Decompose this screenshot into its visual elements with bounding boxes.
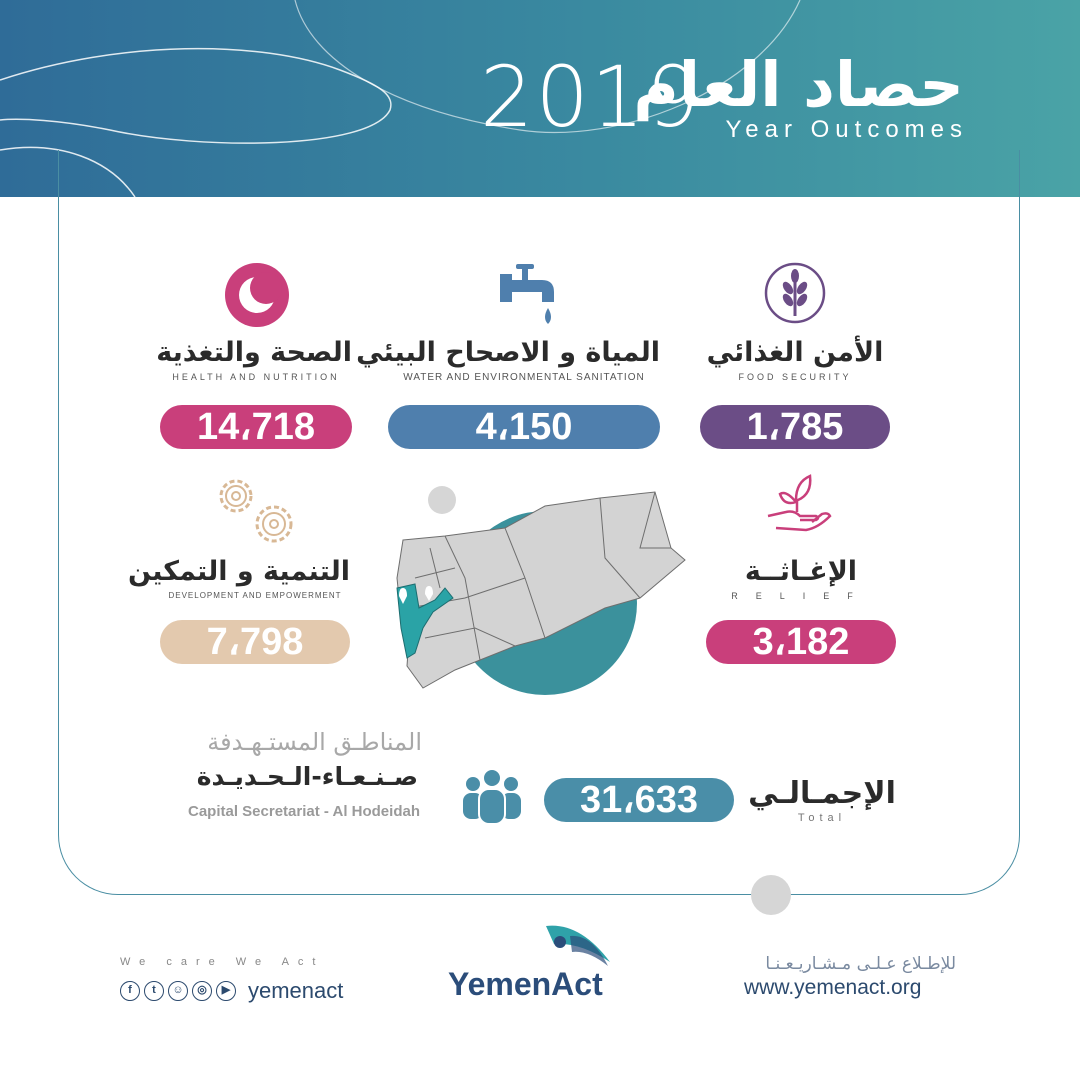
target-areas-label: المناطـق المستـهـدفة	[207, 728, 422, 756]
target-areas-ar: صـنـعـاء-الـحـديـدة	[196, 762, 418, 791]
website-link[interactable]: www.yemenact.org	[744, 976, 922, 999]
sector-label-ar: الأمن الغذائي	[706, 337, 884, 368]
facebook-icon[interactable]: f	[120, 981, 140, 1001]
wheat-icon	[764, 262, 826, 324]
food-security-value: 1،785	[700, 405, 890, 449]
water-tap-icon	[498, 262, 560, 326]
health-value: 14،718	[160, 405, 352, 449]
sector-label-en: RELIEF	[731, 591, 871, 601]
plant-hand-icon	[766, 472, 834, 534]
development-value: 7،798	[160, 620, 350, 664]
sector-label-en: DEVELOPMENT AND EMPOWERMENT	[168, 591, 342, 600]
sector-development	[127, 556, 350, 600]
instagram-icon[interactable]: ◎	[192, 981, 212, 1001]
sector-relief	[706, 556, 896, 601]
snapchat-icon[interactable]: ☺	[168, 981, 188, 1001]
title-english: Year Outcomes	[725, 116, 968, 143]
projects-label: للإطـلاع عـلـى مـشـاريـعـنـا	[765, 954, 956, 974]
total-value: 31،633	[544, 778, 734, 822]
total-label-ar: الإجمـالـي	[748, 776, 896, 811]
sector-label-ar: الصحة والتغذية	[156, 337, 352, 368]
sector-label-ar: التنمية و التمكين	[127, 556, 350, 587]
twitter-icon[interactable]: t	[144, 981, 164, 1001]
target-areas-en: Capital Secretariat - Al Hodeidah	[187, 803, 420, 820]
social-handle[interactable]: yemenact	[248, 978, 344, 1003]
year-title: 2019	[480, 48, 702, 146]
youtube-icon[interactable]: ▶	[216, 981, 236, 1001]
people-icon	[459, 768, 525, 824]
yemenact-logo[interactable]: YemenAct	[448, 966, 603, 1002]
yemen-map	[385, 488, 700, 700]
yemenact-logo-mark	[540, 922, 614, 972]
sector-label-ar: الإغـاثــة	[744, 556, 858, 587]
title-arabic: حصاد العام	[633, 48, 964, 121]
decorative-dot	[751, 875, 791, 915]
sector-label-en: HEALTH AND NUTRITION	[172, 372, 340, 382]
water-value: 4،150	[388, 405, 660, 449]
sector-health	[156, 337, 352, 382]
sector-water	[356, 337, 660, 383]
crescent-icon	[224, 262, 290, 328]
sector-label-en: FOOD SECURITY	[738, 372, 852, 382]
relief-value: 3،182	[706, 620, 896, 664]
social-links	[120, 978, 343, 1004]
sector-label-en: WATER AND ENVIRONMENTAL SANITATION	[403, 372, 645, 383]
sector-food-security	[700, 337, 890, 382]
gears-icon	[210, 472, 302, 550]
sector-label-ar: المياة و الاصحاح البيئي	[356, 337, 660, 368]
slogan: We care We Act	[120, 956, 325, 968]
total-label-en: Total	[797, 812, 847, 824]
